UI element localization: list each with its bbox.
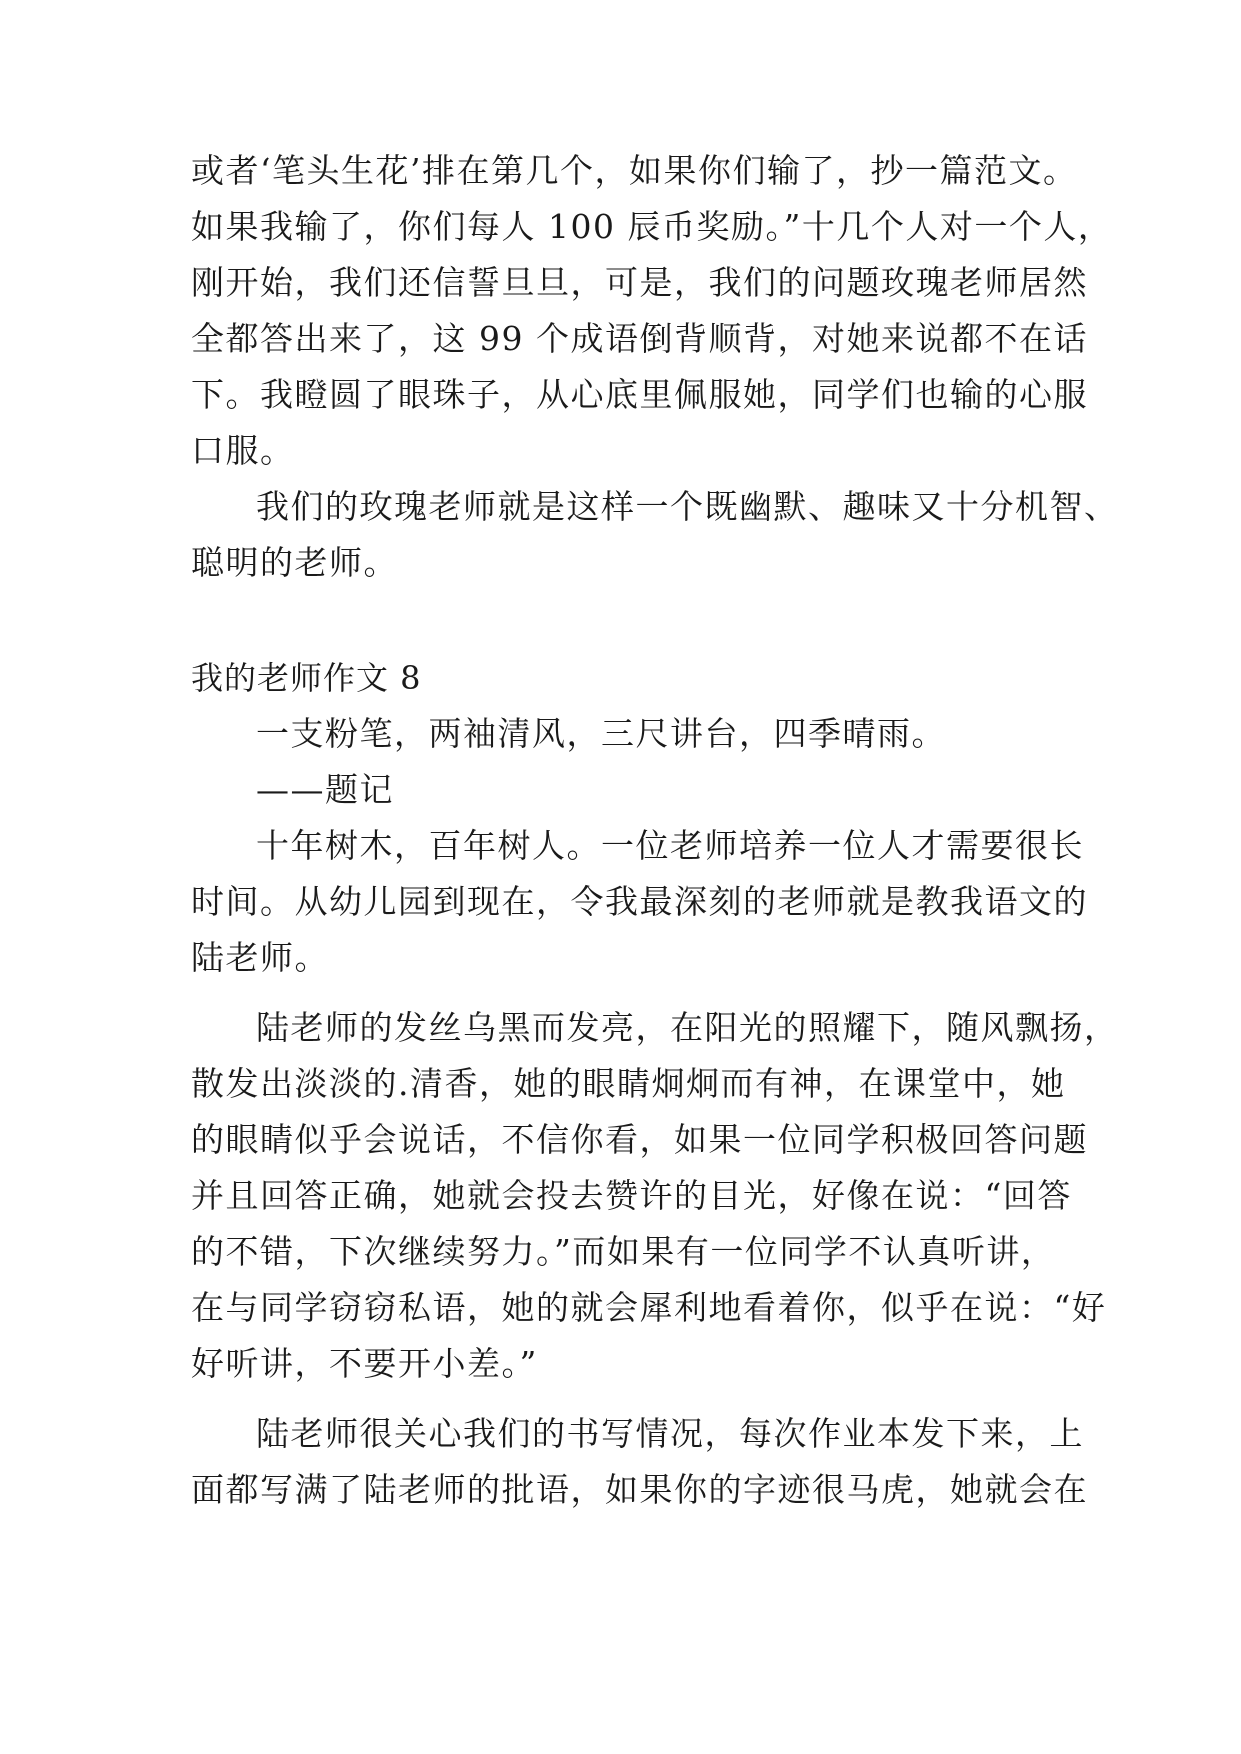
paragraph-line: 陆老师。 xyxy=(191,938,329,977)
paragraph-line: 全都答出来了，这 99 个成语倒背顺背，对她来说都不在话 xyxy=(191,319,1088,358)
paragraph-line: 的不错，下次继续努力。”而如果有一位同学不认真听讲， xyxy=(191,1232,1056,1271)
paragraph-line: 时间。从幼儿园到现在，令我最深刻的老师就是教我语文的 xyxy=(191,882,1088,921)
paragraph-line: 或者‘笔头生花’排在第几个，如果你们输了，抄一篇范文。 xyxy=(191,151,1078,190)
paragraph-line: 的眼睛似乎会说话，不信你看，如果一位同学积极回答问题 xyxy=(191,1120,1088,1159)
paragraph-line: 下。我瞪圆了眼珠子，从心底里佩服她，同学们也输的心服 xyxy=(191,375,1088,414)
paragraph-line: 陆老师的发丝乌黑而发亮，在阳光的照耀下，随风飘扬， xyxy=(256,1008,1119,1047)
essay-title: 我的老师作文 8 xyxy=(191,659,422,697)
paragraph-line: 陆老师很关心我们的书写情况，每次作业本发下来，上 xyxy=(256,1414,1084,1453)
epigraph: 一支粉笔，两袖清风，三尺讲台，四季晴雨。 xyxy=(256,714,946,753)
paragraph-line: 如果我输了，你们每人 100 辰币奖励。”十几个人对一个人， xyxy=(191,207,1113,246)
paragraph-line: 好听讲，不要开小差。” xyxy=(191,1344,538,1383)
paragraph-line: 刚开始，我们还信誓旦旦，可是，我们的问题玫瑰老师居然 xyxy=(191,263,1088,302)
paragraph-line: 并且回答正确，她就会投去赞许的目光，好像在说：“回答 xyxy=(191,1176,1072,1215)
paragraph-line: 面都写满了陆老师的批语，如果你的字迹很马虎，她就会在 xyxy=(191,1470,1088,1509)
paragraph-line: 我们的玫瑰老师就是这样一个既幽默、趣味又十分机智、 xyxy=(256,487,1119,526)
epigraph-attribution: ——题记 xyxy=(256,770,394,809)
paragraph-line: 口服。 xyxy=(191,431,295,470)
paragraph-line: 散发出淡淡的.清香，她的眼睛炯炯而有神，在课堂中，她 xyxy=(191,1064,1066,1103)
paragraph-line: 聪明的老师。 xyxy=(191,543,398,582)
paragraph-line: 十年树木，百年树人。一位老师培养一位人才需要很长 xyxy=(256,826,1084,865)
paragraph-line: 在与同学窃窃私语，她的就会犀利地看着你，似乎在说：“好 xyxy=(191,1288,1107,1327)
